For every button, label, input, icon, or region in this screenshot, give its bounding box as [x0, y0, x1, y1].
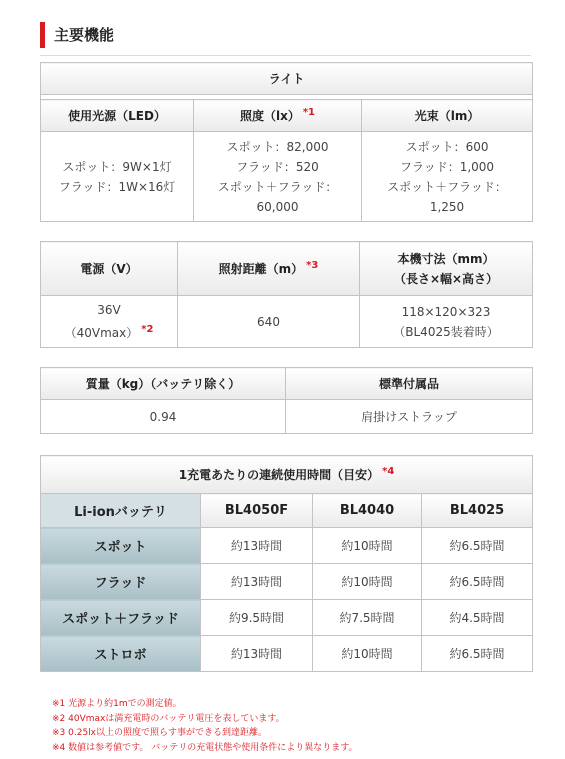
flux-line: スポット＋フラッド： [387, 179, 507, 194]
flux-line: フラッド：1,000 [399, 159, 495, 174]
battery-label: Li-ionバッテリ [41, 494, 201, 528]
runtime-cell: 約13時間 [201, 564, 313, 600]
footnote-3: ※3 0.25lx以上の照度で照らす事ができる到達距離。 [52, 728, 267, 738]
light-title: ライト [41, 63, 533, 95]
section-title: 主要機能 [40, 22, 114, 48]
runtime-cell: 約13時間 [201, 528, 313, 564]
illuminance-value [194, 132, 362, 222]
flux-line: 1,250 [429, 199, 465, 214]
mass-header: 質量（kg）（バッテリ除く） [41, 368, 286, 400]
runtime-cell: 約10時間 [313, 528, 422, 564]
voltage-line: 36V [97, 303, 121, 317]
footnotes [52, 697, 358, 755]
weight-spec-table [40, 367, 533, 434]
illuminance-line: 60,000 [256, 199, 299, 214]
dimension-header [360, 242, 533, 296]
dimension-value [360, 296, 533, 348]
runtime-cell: 約6.5時間 [422, 564, 533, 600]
accessory-header: 標準付属品 [286, 368, 533, 400]
runtime-title-label: 1充電あたりの連続使用時間（目安） [178, 468, 380, 482]
flux-line: スポット：600 [405, 139, 489, 154]
runtime-cell: 約7.5時間 [313, 600, 422, 636]
footnote-mark-3: *3 [306, 260, 319, 271]
light-source-value [41, 132, 194, 222]
runtime-title [41, 456, 533, 494]
battery-bl4040: BL4040 [313, 494, 422, 528]
footnote-4: ※4 数値は参考値です。 バッテリの充電状態や使用条件により異なります。 [52, 742, 358, 753]
mode-spot-flood: スポット＋フラッド [41, 600, 201, 636]
dimension-line: （BL4025装着時） [393, 324, 499, 339]
accessory-value: 肩掛けストラップ [286, 400, 533, 434]
light-source-line: スポット：9W×1灯 [62, 159, 172, 174]
runtime-table [40, 455, 533, 672]
power-spec-table [40, 241, 533, 348]
footnote-mark-4: *4 [382, 466, 395, 477]
distance-header-label: 照射距離（m） [218, 262, 304, 276]
mode-flood: フラッド [41, 564, 201, 600]
power-header: 電源（V） [41, 242, 178, 296]
footnote-2: ※2 40Vmaxは満充電時のバッテリ電圧を表しています。 [52, 713, 285, 724]
voltage-max-text: （40Vmax） [64, 326, 139, 340]
light-source-line: フラッド：1W×16灯 [58, 179, 176, 194]
dimension-line: 118×120×323 [401, 304, 491, 319]
runtime-cell: 約9.5時間 [201, 600, 313, 636]
footnote-mark-2: *2 [141, 324, 154, 335]
title-divider [40, 55, 531, 56]
distance-value: 640 [178, 296, 360, 348]
distance-header [178, 242, 360, 296]
illuminance-header-label: 照度（lx） [239, 109, 300, 123]
runtime-cell: 約6.5時間 [422, 636, 533, 672]
runtime-cell: 約4.5時間 [422, 600, 533, 636]
runtime-cell: 約10時間 [313, 564, 422, 600]
runtime-cell: 約6.5時間 [422, 528, 533, 564]
runtime-cell: 約13時間 [201, 636, 313, 672]
footnote-1: ※1 光源より約1mでの測定値。 [52, 699, 182, 709]
mode-spot: スポット [41, 528, 201, 564]
battery-bl4050f: BL4050F [201, 494, 313, 528]
illuminance-header [194, 100, 362, 132]
light-spec-table [40, 62, 533, 222]
dimension-header-line: （長さ×幅×高さ） [393, 271, 499, 286]
light-source-header: 使用光源（LED） [41, 100, 194, 132]
mode-strobe: ストロボ [41, 636, 201, 672]
runtime-cell: 約10時間 [313, 636, 422, 672]
voltage-value [41, 296, 178, 348]
footnote-mark-1: *1 [302, 107, 316, 118]
luminous-flux-header: 光束（lm） [362, 100, 533, 132]
illuminance-line: スポット：82,000 [226, 139, 329, 154]
illuminance-line: スポット＋フラッド： [217, 179, 338, 194]
luminous-flux-value [362, 132, 533, 222]
voltage-line-max [41, 320, 177, 343]
battery-bl4025: BL4025 [422, 494, 533, 528]
illuminance-line: フラッド：520 [236, 159, 319, 174]
dimension-header-line: 本機寸法（mm） [397, 251, 495, 266]
mass-value: 0.94 [41, 400, 286, 434]
